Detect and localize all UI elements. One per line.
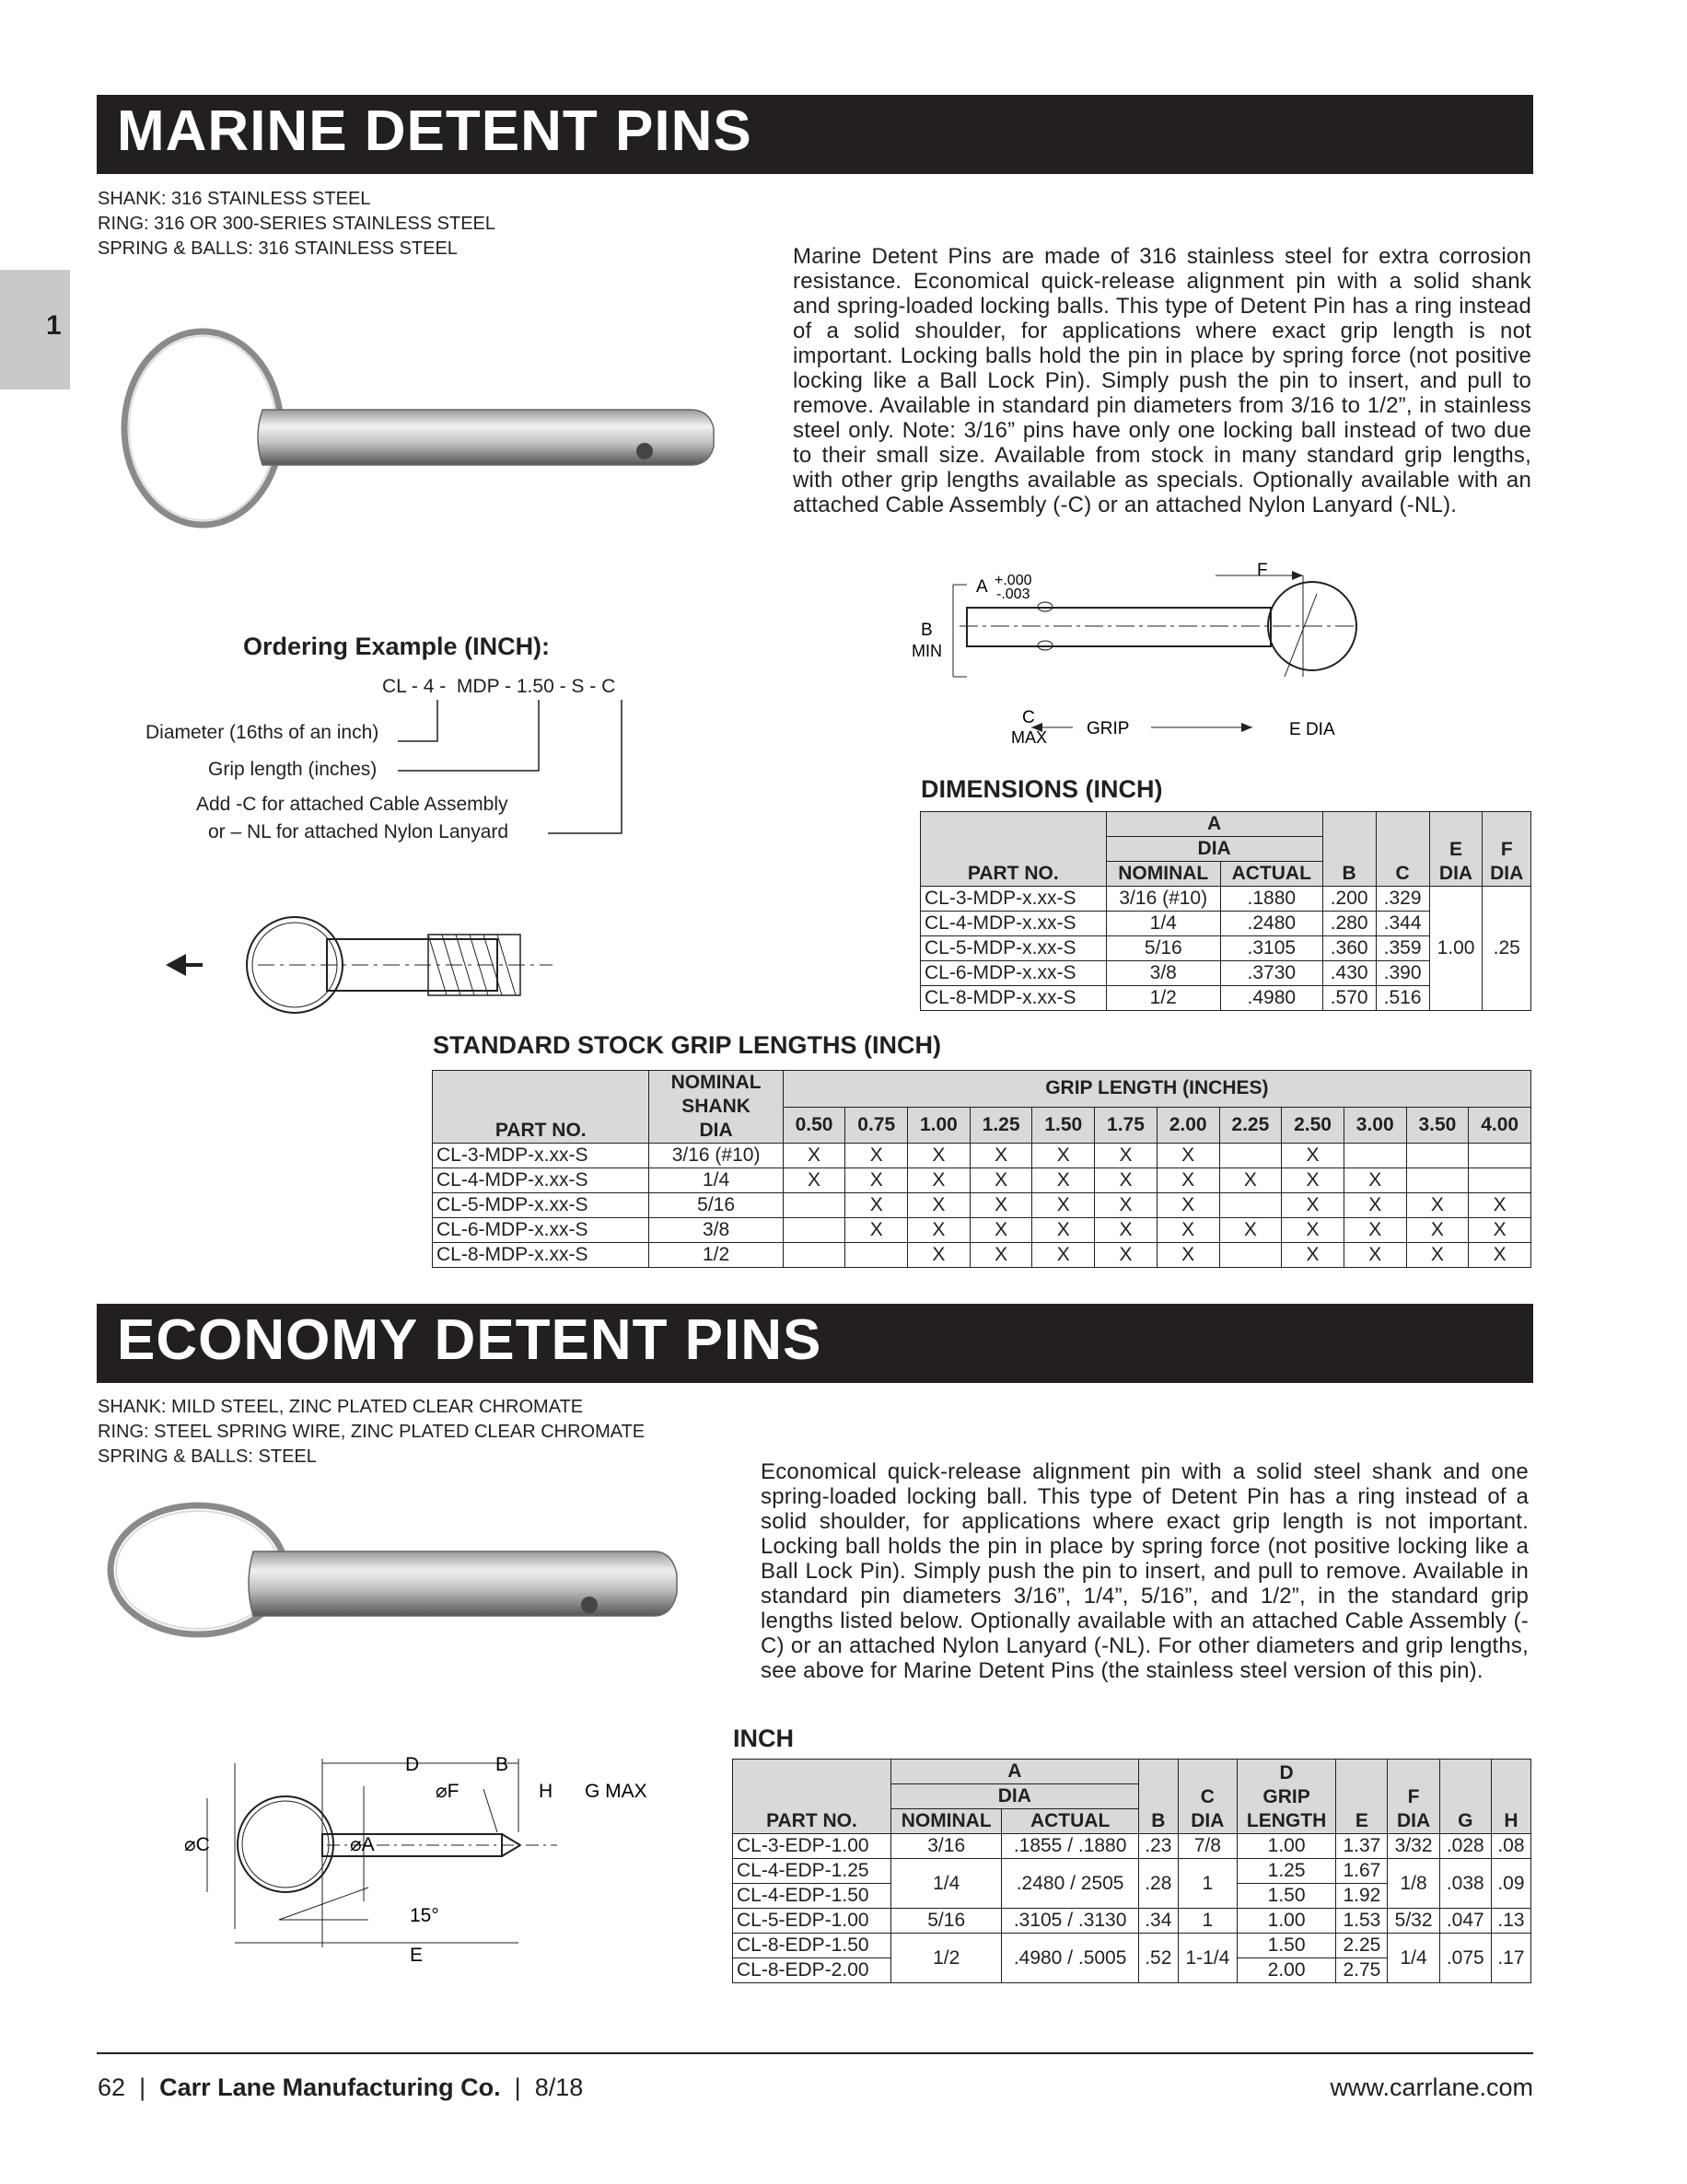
grip-length-cell: 1.50: [1237, 1934, 1335, 1958]
grip-availability-cell: X: [845, 1168, 908, 1193]
col-e: [1429, 812, 1483, 887]
spec-line: RING: STEEL SPRING WIRE, ZINC PLATED CLEAR CHROMATE: [98, 1422, 646, 1442]
eco-col-g: G: [1439, 1760, 1491, 1834]
g-cell: .028: [1439, 1834, 1491, 1859]
b-cell: .52: [1138, 1934, 1178, 1983]
grip-availability-cell: X: [1032, 1168, 1095, 1193]
h-cell: .08: [1491, 1834, 1530, 1859]
c-cell: .359: [1376, 936, 1429, 961]
grip-col-part: PART NO.: [433, 1071, 649, 1144]
actual-cell: .4980: [1220, 986, 1322, 1011]
grip-availability-cell: X: [970, 1193, 1032, 1218]
footer-left: [98, 2074, 583, 2102]
grip-availability-cell: X: [1157, 1243, 1219, 1268]
eco-col-f-dia: DIA: [1396, 1810, 1431, 1831]
grip-availability-cell: X: [1032, 1144, 1095, 1168]
marine-specs: [98, 187, 495, 261]
actual-cell: .1880: [1220, 887, 1322, 912]
grip-availability-cell: X: [1095, 1193, 1158, 1218]
grip-availability-cell: X: [1406, 1243, 1469, 1268]
spec-line: RING: 316 OR 300-SERIES STAINLESS STEEL: [98, 214, 496, 234]
h-cell: .09: [1491, 1859, 1530, 1909]
f-dia-cell: 3/32: [1388, 1834, 1439, 1859]
eco-label-f: ⌀F: [436, 1781, 460, 1802]
actual-cell: .3105: [1220, 936, 1322, 961]
e-cell: 1.53: [1336, 1909, 1388, 1934]
grip-length-header: 1.00: [908, 1107, 971, 1144]
dim-label-c-max: MAX: [1011, 728, 1048, 747]
eco-col-f-label: F: [1407, 1786, 1420, 1807]
b-cell: .570: [1322, 986, 1376, 1011]
part-number-cell: CL-4-EDP-1.50: [733, 1884, 891, 1909]
dim-label-a: A: [976, 577, 988, 597]
grip-availability-cell: X: [783, 1168, 845, 1193]
shank-dia-cell: 3/8: [649, 1218, 783, 1243]
grip-length-header: 0.50: [783, 1107, 845, 1144]
grip-availability-cell: [783, 1243, 845, 1268]
eco-col-a: A: [890, 1760, 1138, 1784]
grip-row: [433, 1193, 1531, 1218]
grip-availability-cell: X: [1095, 1168, 1158, 1193]
dimensions-table: [920, 811, 1531, 1011]
nominal-cell: 3/16: [890, 1834, 1002, 1859]
col-e-label: E: [1448, 839, 1462, 860]
economy-description: Economical quick-release alignment pin with a solid steel shank and one spring-loaded locking ball. This type of Detent Pin has a ring instead of a solid shoulder, for applications where exact grip length is not important. Locking ball holds the pin in place by spring force (not positive locking like a Ball Lock Pin). Simply push the pin to insert, and pull to remove. Available in standard pin diameters 3/16”, 1/4”, 5/16”, and 1/2”, in the standard grip lengths listed below. Optionally available with an attached Cable Assembly (-C) or an attached Nylon Lanyard (-NL). For other diameters and grip lengths, see above for Marine Detent Pins (the stainless steel version of this pin).: [761, 1459, 1529, 1683]
spec-line: SPRING & BALLS: STEEL: [98, 1446, 317, 1467]
nominal-cell: 1/4: [890, 1859, 1002, 1909]
eco-col-c: [1178, 1760, 1237, 1834]
c-cell: .344: [1376, 912, 1429, 936]
eco-label-a-text: A: [361, 1834, 375, 1855]
col-f-dia: DIA: [1490, 863, 1524, 884]
code-part: MDP: [456, 676, 500, 697]
grip-availability-cell: X: [1032, 1243, 1095, 1268]
eco-label-d: D: [405, 1754, 420, 1775]
grip-availability-cell: X: [970, 1144, 1032, 1168]
marine-description: Marine Detent Pins are made of 316 stainless steel for extra corrosion resistance. Economical quick-release alignment pin with a solid shank and spring-loaded locking balls. This type of Detent Pin has a ring instead of a solid shoulder, for applications where exact grip length is not important. Locking balls hold the pin in place by spring force (not positive locking like a Ball Lock Pin). Simply push the pin to insert, and pull to remove. Available in standard pin diameters from 3/16 to 1/2”, in stainless steel only. Note: 3/16” pins have only one locking ball instead of two due to their small size. Available from stock in many standard grip lengths, with other grip lengths available as specials. Optionally available with an attached Cable Assembly (-C) or an attached Nylon Lanyard (-NL).: [793, 244, 1531, 517]
grip-availability-cell: [845, 1243, 908, 1268]
grip-availability-cell: X: [1282, 1168, 1344, 1193]
actual-cell: .3730: [1220, 961, 1322, 986]
shank-dia-cell: 3/16 (#10): [649, 1144, 783, 1168]
nominal-cell: 3/16 (#10): [1106, 887, 1220, 912]
grip-length-header: 2.50: [1282, 1107, 1344, 1144]
grip-availability-cell: X: [908, 1168, 971, 1193]
eco-col-part: PART NO.: [733, 1760, 891, 1834]
grip-availability-cell: [1469, 1168, 1531, 1193]
e-cell: 1.67: [1336, 1859, 1388, 1884]
col-a-label: A: [1207, 813, 1222, 834]
c-cell: .516: [1376, 986, 1429, 1011]
eco-col-d-length: LENGTH: [1246, 1810, 1327, 1831]
economy-specs: [98, 1395, 645, 1470]
grip-availability-cell: [1219, 1144, 1282, 1168]
f-dia-cell: .25: [1483, 887, 1531, 1011]
grip-availability-cell: [1344, 1144, 1406, 1168]
pin-insertion-diagram: [166, 912, 562, 1022]
grip-availability-cell: X: [1157, 1168, 1219, 1193]
eco-label-g-max: G MAX: [585, 1781, 647, 1802]
col-c: C: [1376, 812, 1429, 887]
h-cell: .13: [1491, 1909, 1530, 1934]
grip-availability-cell: X: [908, 1144, 971, 1168]
dim-label-b: B: [921, 621, 933, 640]
grip-availability-cell: X: [1344, 1243, 1406, 1268]
grip-availability-cell: X: [1406, 1193, 1469, 1218]
economy-title: ECONOMY DETENT PINS: [117, 1308, 822, 1372]
grip-availability-cell: X: [970, 1243, 1032, 1268]
eco-col-e: E: [1336, 1760, 1388, 1834]
eco-col-d: [1237, 1760, 1335, 1834]
footer-separator: |: [507, 2074, 529, 2101]
grip-length-cell: 2.00: [1237, 1958, 1335, 1983]
grip-availability-cell: [1219, 1193, 1282, 1218]
eco-label-c-text: C: [195, 1834, 210, 1855]
eco-label-e: E: [410, 1945, 424, 1966]
economy-pin-photo: [101, 1496, 691, 1680]
grip-availability-cell: X: [1219, 1168, 1282, 1193]
grip-availability-cell: X: [1469, 1218, 1531, 1243]
grip-availability-cell: X: [1095, 1243, 1158, 1268]
eco-col-d-grip: GRIP: [1262, 1786, 1310, 1807]
part-number-cell: CL-3-MDP-x.xx-S: [433, 1144, 649, 1168]
grip-availability-cell: X: [1032, 1193, 1095, 1218]
grip-availability-cell: X: [908, 1193, 971, 1218]
grip-availability-cell: X: [1032, 1218, 1095, 1243]
chapter-tab: [0, 270, 70, 389]
nominal-cell: 1/2: [1106, 986, 1220, 1011]
footer-company: Carr Lane Manufacturing Co.: [159, 2074, 501, 2101]
b-cell: .34: [1138, 1909, 1178, 1934]
footer-date: 8/18: [534, 2074, 584, 2101]
nominal-cell: 1/2: [890, 1934, 1002, 1983]
grip-length-cell: 1.50: [1237, 1884, 1335, 1909]
grip-length-header: 3.50: [1406, 1107, 1469, 1144]
grip-availability-cell: X: [1469, 1193, 1531, 1218]
ordering-example-title: Ordering Example (INCH):: [243, 633, 551, 660]
part-number-cell: CL-4-MDP-x.xx-S: [433, 1168, 649, 1193]
grip-availability-cell: X: [845, 1144, 908, 1168]
f-dia-cell: 1/4: [1388, 1934, 1439, 1983]
ordering-label-diameter: Diameter (16ths of an inch): [145, 722, 379, 743]
code-part: - S -: [559, 676, 597, 697]
grip-availability-cell: X: [1095, 1144, 1158, 1168]
c-cell: .390: [1376, 961, 1429, 986]
dim-label-a-tol-bot: -.003: [996, 587, 1030, 602]
grip-availability-cell: X: [1219, 1218, 1282, 1243]
part-number-cell: CL-8-MDP-x.xx-S: [433, 1243, 649, 1268]
eco-col-b: B: [1138, 1760, 1178, 1834]
grip-length-cell: 1.25: [1237, 1859, 1335, 1884]
part-number-cell: CL-6-MDP-x.xx-S: [433, 1218, 649, 1243]
eco-label-angle: 15°: [410, 1905, 439, 1926]
g-cell: .038: [1439, 1859, 1491, 1909]
part-number-cell: CL-8-EDP-2.00: [733, 1958, 891, 1983]
col-f: [1483, 812, 1531, 887]
c-dia-cell: 1: [1178, 1859, 1237, 1909]
eco-col-a-dia: DIA: [890, 1784, 1138, 1809]
b-cell: .280: [1322, 912, 1376, 936]
eco-col-nominal: NOMINAL: [890, 1809, 1002, 1834]
dim-label-f: F: [1257, 561, 1268, 580]
grip-availability-cell: [1406, 1144, 1469, 1168]
actual-cell: .4980 / .5005: [1002, 1934, 1138, 1983]
grip-availability-cell: X: [1344, 1218, 1406, 1243]
economy-inch-table: [732, 1759, 1531, 1983]
grip-lengths-title: STANDARD STOCK GRIP LENGTHS (INCH): [433, 1031, 942, 1059]
grip-availability-cell: X: [783, 1144, 845, 1168]
ordering-label-lanyard: or – NL for attached Nylon Lanyard: [208, 821, 509, 842]
spec-line: SPRING & BALLS: 316 STAINLESS STEEL: [98, 238, 458, 259]
marine-title: MARINE DETENT PINS: [117, 99, 752, 163]
grip-length-header: 4.00: [1469, 1107, 1531, 1144]
shank-dia-cell: 1/4: [649, 1168, 783, 1193]
nominal-cell: 1/4: [1106, 912, 1220, 936]
grip-availability-cell: X: [970, 1218, 1032, 1243]
grip-length-header: 2.00: [1157, 1107, 1219, 1144]
g-cell: .075: [1439, 1934, 1491, 1983]
grip-row: [433, 1168, 1531, 1193]
eco-label-a: ⌀A: [350, 1834, 375, 1855]
dimensions-title: DIMENSIONS (INCH): [921, 775, 1163, 803]
grip-availability-cell: [1219, 1243, 1282, 1268]
grip-availability-cell: X: [1282, 1243, 1344, 1268]
b-cell: .430: [1322, 961, 1376, 986]
part-number-cell: CL-4-MDP-x.xx-S: [921, 912, 1107, 936]
eco-label-f-text: F: [447, 1781, 460, 1802]
grip-availability-cell: X: [1344, 1193, 1406, 1218]
dim-label-e-dia: E DIA: [1289, 720, 1335, 739]
e-cell: 2.75: [1336, 1958, 1388, 1983]
grip-col-shank: [649, 1071, 783, 1144]
grip-availability-cell: [1469, 1144, 1531, 1168]
actual-cell: .2480: [1220, 912, 1322, 936]
col-e-dia: DIA: [1438, 863, 1473, 884]
code-part: - 1.50: [505, 676, 554, 697]
col-a: [1106, 812, 1322, 837]
e-cell: 1.37: [1336, 1834, 1388, 1859]
b-cell: .28: [1138, 1859, 1178, 1909]
part-number-cell: CL-5-EDP-1.00: [733, 1909, 891, 1934]
grip-length-cell: 1.00: [1237, 1909, 1335, 1934]
part-number-cell: CL-5-MDP-x.xx-S: [433, 1193, 649, 1218]
c-cell: .329: [1376, 887, 1429, 912]
part-number-cell: CL-3-MDP-x.xx-S: [921, 887, 1107, 912]
grip-length-header: 2.25: [1219, 1107, 1282, 1144]
grip-availability-cell: [783, 1193, 845, 1218]
col-actual: ACTUAL: [1220, 862, 1322, 887]
part-number-cell: CL-3-EDP-1.00: [733, 1834, 891, 1859]
grip-availability-cell: X: [845, 1193, 908, 1218]
chapter-number: 1: [46, 310, 62, 341]
nominal-cell: 3/8: [1106, 961, 1220, 986]
economy-table-title: INCH: [733, 1725, 794, 1752]
shank-line: SHANK: [681, 1096, 750, 1117]
grip-length-header: 3.00: [1344, 1107, 1406, 1144]
dimensions-row: [921, 887, 1531, 912]
grip-row: [433, 1218, 1531, 1243]
eco-label-c: ⌀C: [184, 1834, 210, 1855]
dim-label-c: C: [1022, 708, 1035, 727]
shank-dia-cell: 5/16: [649, 1193, 783, 1218]
grip-availability-cell: X: [1157, 1144, 1219, 1168]
actual-cell: .3105 / .3130: [1002, 1909, 1138, 1934]
eco-col-c-label: C: [1200, 1786, 1215, 1807]
grip-availability-cell: X: [1282, 1193, 1344, 1218]
shank-line: NOMINAL: [670, 1072, 762, 1093]
footer-separator: |: [132, 2074, 153, 2101]
grip-col-lengths: GRIP LENGTH (INCHES): [783, 1071, 1530, 1108]
grip-availability-cell: X: [908, 1243, 971, 1268]
actual-cell: .1855 / .1880: [1002, 1834, 1138, 1859]
eco-col-f: [1388, 1760, 1439, 1834]
eco-col-d-label: D: [1279, 1762, 1294, 1783]
grip-availability-cell: X: [908, 1218, 971, 1243]
grip-availability-cell: X: [1469, 1243, 1531, 1268]
e-dia-cell: 1.00: [1429, 887, 1483, 1011]
code-part: C: [601, 676, 616, 697]
b-cell: .23: [1138, 1834, 1178, 1859]
b-cell: .360: [1322, 936, 1376, 961]
grip-row: [433, 1144, 1531, 1168]
col-nominal: NOMINAL: [1106, 862, 1220, 887]
eco-label-b: B: [495, 1754, 509, 1775]
grip-length-header: 1.50: [1032, 1107, 1095, 1144]
eco-col-h: H: [1491, 1760, 1530, 1834]
f-dia-cell: 1/8: [1388, 1859, 1439, 1909]
grip-length-header: 0.75: [845, 1107, 908, 1144]
grip-availability-cell: X: [845, 1218, 908, 1243]
h-cell: .17: [1491, 1934, 1530, 1983]
ordering-label-cable: Add -C for attached Cable Assembly: [196, 794, 508, 815]
code-part: CL - 4 -: [382, 676, 447, 697]
c-dia-cell: 1: [1178, 1909, 1237, 1934]
spec-line: SHANK: 316 STAINLESS STEEL: [98, 189, 371, 209]
grip-availability-cell: X: [1344, 1168, 1406, 1193]
part-number-cell: CL-6-MDP-x.xx-S: [921, 961, 1107, 986]
col-a-dia: DIA: [1106, 837, 1322, 862]
b-cell: .200: [1322, 887, 1376, 912]
grip-availability-cell: X: [1282, 1144, 1344, 1168]
ordering-label-grip: Grip length (inches): [208, 759, 378, 780]
shank-line: DIA: [699, 1120, 733, 1141]
footer-rule: [97, 2052, 1533, 2054]
nominal-cell: 5/16: [890, 1909, 1002, 1934]
spec-line: SHANK: MILD STEEL, ZINC PLATED CLEAR CHROMATE: [98, 1397, 584, 1417]
part-number-cell: CL-5-MDP-x.xx-S: [921, 936, 1107, 961]
footer-page-number: 62: [98, 2074, 126, 2101]
economy-row: [733, 1934, 1531, 1958]
actual-cell: .2480 / 2505: [1002, 1859, 1138, 1909]
dim-label-grip: GRIP: [1087, 719, 1130, 738]
col-f-label: F: [1500, 839, 1513, 860]
grip-availability-cell: X: [1406, 1218, 1469, 1243]
grip-length-header: 1.25: [970, 1107, 1032, 1144]
part-number-cell: CL-8-EDP-1.50: [733, 1934, 891, 1958]
grip-availability-cell: X: [1157, 1193, 1219, 1218]
ordering-leader-lines: [387, 695, 645, 842]
grip-availability-cell: [1406, 1168, 1469, 1193]
marine-title-bar: [97, 95, 1533, 174]
grip-availability-cell: X: [1282, 1218, 1344, 1243]
grip-length-header: 1.75: [1095, 1107, 1158, 1144]
grip-availability-cell: X: [970, 1168, 1032, 1193]
marine-dimension-drawing: [912, 557, 1390, 755]
eco-label-h: H: [539, 1781, 553, 1802]
dim-label-b-min: MIN: [912, 642, 942, 660]
economy-row: [733, 1859, 1531, 1884]
eco-col-c-dia: DIA: [1191, 1810, 1225, 1831]
g-cell: .047: [1439, 1909, 1491, 1934]
f-dia-cell: 5/32: [1388, 1909, 1439, 1934]
footer-url[interactable]: www.carrlane.com: [1330, 2074, 1533, 2101]
e-cell: 1.92: [1336, 1884, 1388, 1909]
shank-dia-cell: 1/2: [649, 1243, 783, 1268]
economy-title-bar: [97, 1304, 1533, 1383]
economy-dimension-drawing: [180, 1745, 677, 1966]
grip-length-cell: 1.00: [1237, 1834, 1335, 1859]
economy-row: [733, 1909, 1531, 1934]
eco-col-actual: ACTUAL: [1002, 1809, 1138, 1834]
col-b: B: [1322, 812, 1376, 887]
nominal-cell: 5/16: [1106, 936, 1220, 961]
c-dia-cell: 1-1/4: [1178, 1934, 1237, 1983]
dim-label-a-tol-top: +.000: [995, 573, 1032, 588]
economy-row: [733, 1834, 1531, 1859]
part-number-cell: CL-8-MDP-x.xx-S: [921, 986, 1107, 1011]
grip-lengths-table: [432, 1070, 1531, 1268]
e-cell: 2.25: [1336, 1934, 1388, 1958]
marine-pin-photo: [101, 322, 727, 598]
c-dia-cell: 7/8: [1178, 1834, 1237, 1859]
grip-availability-cell: [783, 1218, 845, 1243]
grip-availability-cell: X: [1095, 1218, 1158, 1243]
grip-availability-cell: X: [1157, 1218, 1219, 1243]
grip-row: [433, 1243, 1531, 1268]
part-number-cell: CL-4-EDP-1.25: [733, 1859, 891, 1884]
col-part-no: PART NO.: [921, 812, 1107, 887]
